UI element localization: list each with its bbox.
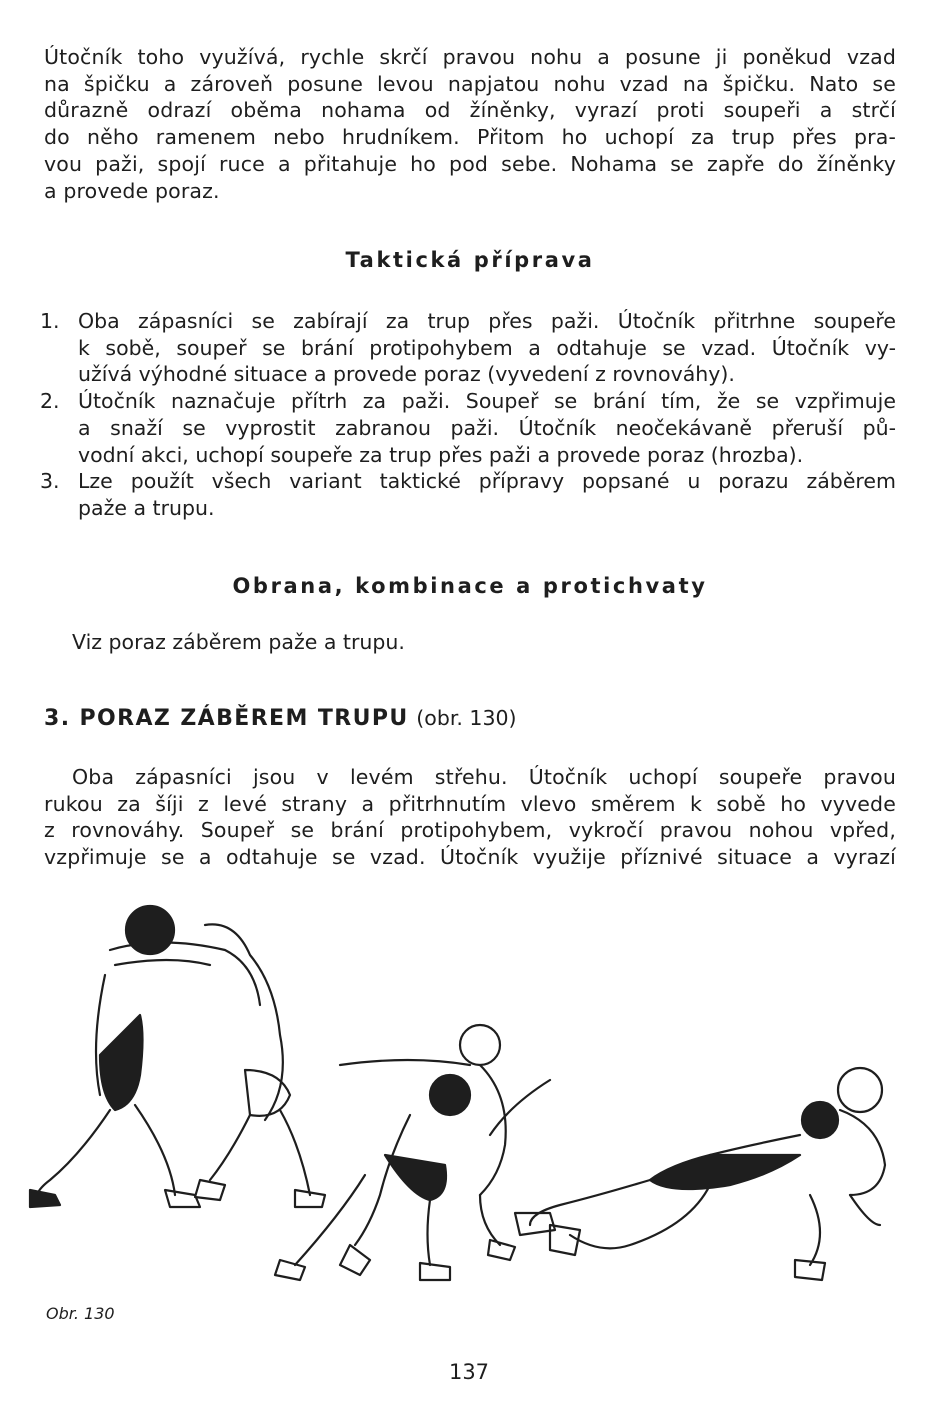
- section-paragraph: [44, 764, 896, 871]
- tactical-list: [40, 308, 896, 522]
- text-line: rukou za šíji z levé strany a přitrhnutím vlevo směrem k sobě ho vyvede: [44, 791, 896, 816]
- text-line: na špičku a zároveň posune levou napjatou nohu vzad na špičku. Nato se: [44, 71, 896, 96]
- text-line: Lze použít všech variant taktické přípravy popsané u porazu záběrem: [78, 469, 896, 494]
- text-line: paže a trupu.: [78, 495, 215, 520]
- text-line: Útočník naznačuje přítrh za paži. Soupeř se brání tím, že se vzpřimuje: [78, 389, 896, 414]
- wrestling-illustration: [10, 895, 930, 1375]
- list-item-number: 2.: [40, 389, 60, 414]
- list-item: [40, 388, 896, 468]
- wrestler-pair-standing: [30, 906, 325, 1207]
- text-line: vodní akci, uchopí soupeře za trup přes paži a provede poraz (hrozba).: [78, 442, 804, 467]
- wrestler-pair-takedown: [515, 1068, 885, 1280]
- list-item: [40, 308, 896, 388]
- text-line: užívá výhodné situace a provede poraz (vyvedení z rovnováhy).: [78, 362, 735, 387]
- text-line: důrazně odrazí oběma nohama od žíněnky, vyrazí proti soupeři a strčí: [44, 98, 896, 123]
- text-line: do něho ramenem nebo hrudníkem. Přitom ho uchopí za trup přes pra-: [44, 125, 896, 150]
- section-title-figure-ref: (obr. 130): [416, 706, 517, 730]
- text-line: a provede poraz.: [44, 178, 220, 203]
- text-line: Útočník toho využívá, rychle skrčí pravou nohu a posune ji poněkud vzad: [44, 45, 896, 69]
- defense-heading: Obrana, kombinace a protichvaty: [232, 574, 708, 598]
- section-title-main: 3. PORAZ ZÁBĚREM TRUPU: [44, 706, 409, 731]
- wrestler-pair-lifting: [275, 1025, 550, 1280]
- defense-text: Viz poraz záběrem paže a trupu.: [72, 630, 405, 654]
- text-line: Oba zápasníci se zabírají za trup přes paži. Útočník přitrhne soupeře: [78, 309, 896, 333]
- section-title: [44, 706, 517, 731]
- text-line: z rovnováhy. Soupeř se brání protipohybem, vykročí pravou nohou vpřed,: [44, 818, 896, 843]
- text-line: a snaží se vyprostit zabranou paži. Útočník neočekávaně přeruší pů-: [78, 415, 896, 440]
- list-item-number: 3.: [40, 469, 60, 494]
- text-line: k sobě, soupeř se brání protipohybem a odtahuje se vzad. Útočník vy-: [78, 335, 896, 360]
- text-line: vzpřimuje se a odtahuje se vzad. Útočník využije příznivé situace a vyrazí: [44, 845, 896, 870]
- page-number: 137: [448, 1360, 490, 1384]
- list-item: [40, 468, 896, 521]
- text-line: vou paži, spojí ruce a přitahuje ho pod sebe. Nohama se zapře do žíněnky: [44, 151, 896, 176]
- intro-paragraph: [44, 44, 896, 204]
- list-item-number: 1.: [40, 309, 60, 333]
- tactical-heading: Taktická příprava: [345, 248, 595, 272]
- figure-caption: Obr. 130: [46, 1304, 115, 1323]
- text-line: Oba zápasníci jsou v levém střehu. Útočník uchopí soupeře pravou: [72, 765, 896, 789]
